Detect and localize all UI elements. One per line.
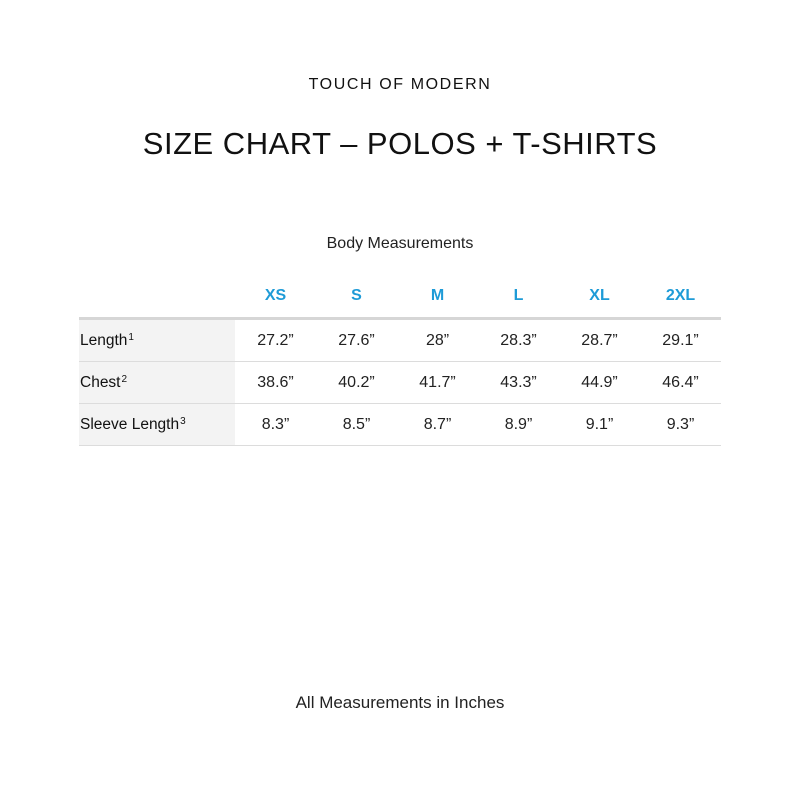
size-chart-table	[79, 275, 721, 446]
table-cell: 29.1”	[640, 319, 721, 362]
row-label-chest	[79, 362, 235, 404]
table-cell: 28”	[397, 319, 478, 362]
size-header-row	[79, 275, 721, 319]
size-header-xs: XS	[235, 275, 316, 319]
table-cell: 9.1”	[559, 404, 640, 446]
table-cell: 40.2”	[316, 362, 397, 404]
size-header-2xl: 2XL	[640, 275, 721, 319]
table-cell: 27.2”	[235, 319, 316, 362]
footnote-marker: 3	[180, 415, 186, 427]
size-header-xl: XL	[559, 275, 640, 319]
row-label-sleeve-length	[79, 404, 235, 446]
table-cell: 27.6”	[316, 319, 397, 362]
size-header-m: M	[397, 275, 478, 319]
row-label-text: Sleeve Length	[80, 415, 180, 433]
page-title: SIZE CHART – POLOS + T-SHIRTS	[142, 126, 658, 161]
table-caption: Body Measurements	[326, 235, 474, 252]
table-cell: 8.9”	[478, 404, 559, 446]
table-cell: 38.6”	[235, 362, 316, 404]
table-cell: 44.9”	[559, 362, 640, 404]
table-cell: 46.4”	[640, 362, 721, 404]
table-row-length	[79, 319, 721, 362]
table-cell: 8.5”	[316, 404, 397, 446]
footnote-marker: 2	[121, 373, 128, 385]
header-corner-cell	[79, 275, 235, 319]
measurement-units-note: All Measurements in Inches	[295, 693, 505, 712]
row-label-length	[79, 319, 235, 362]
table-cell: 43.3”	[478, 362, 559, 404]
table-cell: 8.7”	[397, 404, 478, 446]
table-cell: 41.7”	[397, 362, 478, 404]
size-header-l: L	[478, 275, 559, 319]
brand-logo: TOUCH OF MODERN	[308, 76, 492, 93]
size-header-s: S	[316, 275, 397, 319]
row-label-text: Length	[80, 331, 128, 349]
table-cell: 28.7”	[559, 319, 640, 362]
row-label-text: Chest	[80, 373, 121, 391]
footnote-marker: 1	[128, 331, 134, 343]
table-cell: 28.3”	[478, 319, 559, 362]
table-cell: 8.3”	[235, 404, 316, 446]
table-row-chest	[79, 362, 721, 404]
table-row-sleeve-length	[79, 404, 721, 446]
table-cell: 9.3”	[640, 404, 721, 446]
